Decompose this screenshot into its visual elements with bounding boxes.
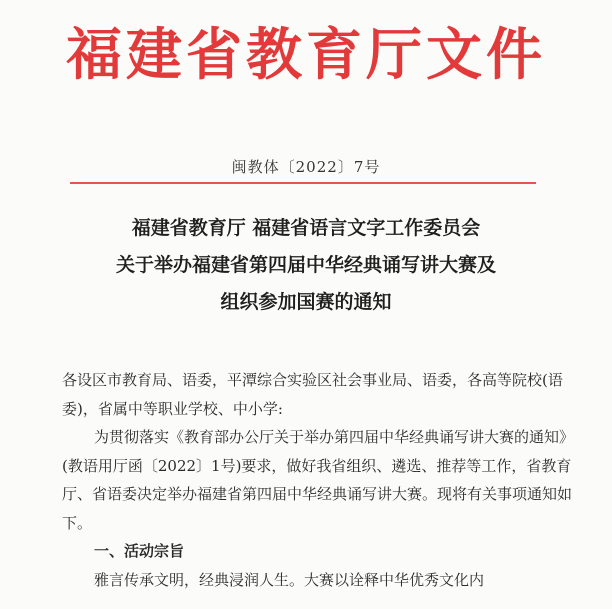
issuing-authority-header: 福建省教育厅文件 — [66, 23, 546, 88]
document-title — [0, 210, 612, 321]
red-separator-line — [70, 182, 536, 184]
addressee-paragraph: 各设区市教育局、语委，平潭综合实验区社会事业局、语委，各高等院校(语委)，省属中等职业学校、中小学: — [62, 371, 563, 418]
title-line-2: 关于举办福建省第四届中华经典诵写讲大赛及 — [115, 254, 496, 276]
document-number: 闽教体〔2022〕7号 — [231, 158, 381, 176]
intro-paragraph: 为贯彻落实《教育部办公厅关于举办第四届中华经典诵写讲大赛的通知》(教语用厅函〔2022〕1号)要求，做好我省组织、遴选、推荐等工作，省教育厅、省语委决定举办福建省第四届中华经典诵写讲大赛。现将有关事项通知如下。 — [62, 428, 575, 532]
document-body — [62, 366, 582, 594]
section-heading-purpose: 一、活动宗旨 — [94, 542, 185, 560]
purpose-paragraph: 雅言传承文明，经典浸润人生。大赛以诠释中华优秀文化内 — [94, 570, 485, 589]
title-line-1: 福建省教育厅 福建省语言文字工作委员会 — [131, 217, 481, 239]
title-line-3: 组织参加国赛的通知 — [220, 291, 392, 313]
